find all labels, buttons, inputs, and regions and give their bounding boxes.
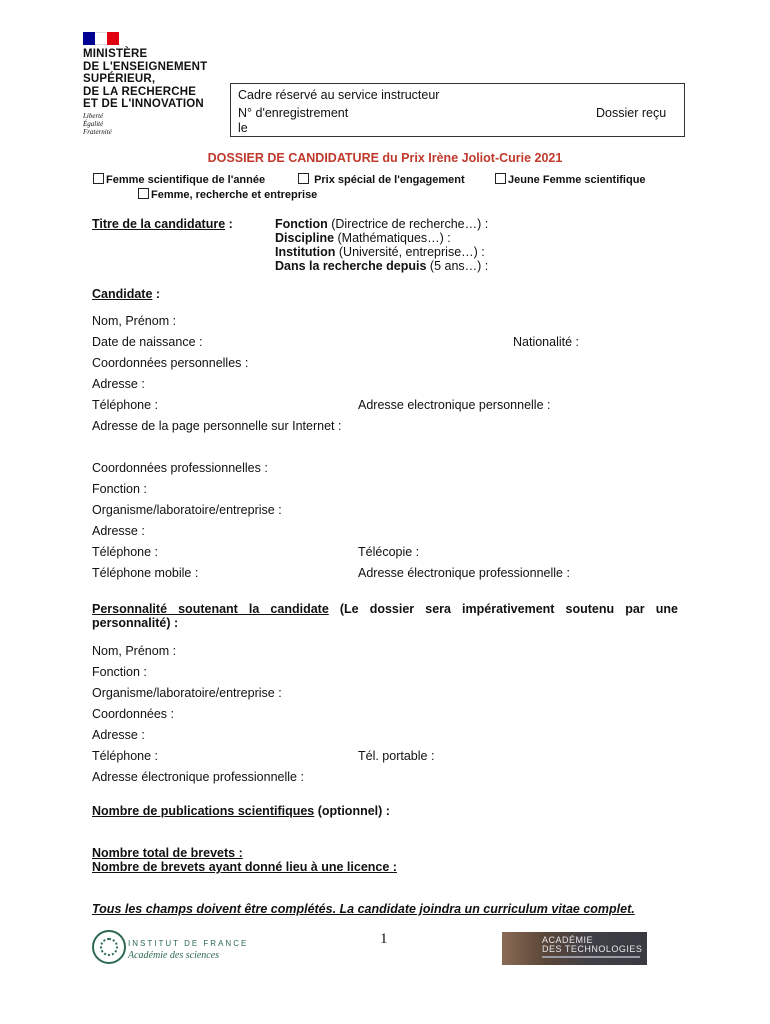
institution-label: Institution: [275, 245, 336, 259]
page-number: 1: [380, 931, 388, 947]
depuis-field: [275, 259, 488, 273]
candidate-page-perso-label: Adresse de la page personnelle sur Internet :: [92, 419, 342, 433]
ministry-line: DE LA RECHERCHE: [83, 85, 197, 98]
candidate-coord-pro-label: Coordonnées professionnelles :: [92, 461, 268, 475]
candidate-telephone-label: Téléphone :: [92, 398, 159, 412]
publications-label-text: Nombre de publications scientifiques: [92, 804, 315, 818]
motto-line: Liberté: [83, 112, 104, 120]
institut-de-france-label: INSTITUT DE FRANCE: [128, 939, 249, 948]
adt-divider: [542, 956, 640, 958]
candidate-heading: [92, 287, 160, 301]
publications-optional: (optionnel) :: [314, 804, 390, 818]
personnalite-nom-label: Nom, Prénom :: [92, 644, 177, 658]
personnalite-heading-text: Personnalité soutenant la candidate: [92, 602, 329, 616]
brevets-total-text: Nombre total de brevets: [92, 846, 236, 860]
candidate-mobile-label: Téléphone mobile :: [92, 566, 199, 580]
discipline-label: Discipline: [275, 231, 335, 245]
candidate-telecopie-label: Télécopie :: [358, 545, 420, 559]
option-jeune-femme[interactable]: [495, 173, 646, 186]
candidate-date-label: Date de naissance :: [92, 335, 203, 349]
personnalite-note: (Le dossier sera impérativement soutenu par une: [328, 602, 678, 616]
personnalite-note-continued: personnalité) :: [92, 616, 179, 630]
personnalite-telephone-label: Téléphone :: [92, 749, 159, 763]
personnalite-coordonnees-label: Coordonnées :: [92, 707, 175, 721]
candidate-adresse-label: Adresse :: [92, 377, 145, 391]
option-label: Jeune Femme scientifique: [508, 174, 646, 186]
checkbox-icon[interactable]: [298, 173, 309, 184]
brevets-total-label: [92, 846, 243, 860]
fonction-field: [275, 217, 488, 231]
brevets-licence-colon: :: [389, 860, 397, 874]
titre-label-text: Titre de la candidature: [92, 217, 226, 231]
adt-line: ACADÉMIE: [542, 935, 594, 945]
fonction-hint: (Directrice de recherche…) :: [327, 217, 489, 231]
date-le-label: le: [238, 121, 248, 135]
ministry-line: DE L'ENSEIGNEMENT: [83, 60, 208, 73]
discipline-field: [275, 231, 451, 245]
adt-line: DES TECHNOLOGIES: [542, 944, 643, 954]
candidate-email-perso-label: Adresse electronique personnelle :: [358, 398, 551, 412]
brevets-licence-text: Nombre de brevets ayant donné lieu à une licence: [92, 860, 390, 874]
depuis-label: Dans la recherche depuis: [275, 259, 427, 273]
option-label: Femme, recherche et entreprise: [151, 189, 318, 201]
brevets-licence-label: [92, 860, 397, 874]
fonction-label: Fonction: [275, 217, 328, 231]
document-title: DOSSIER DE CANDIDATURE du Prix Irène Joliot-Curie 2021: [207, 151, 563, 165]
academie-technologies-text: [542, 936, 642, 954]
option-prix-engagement[interactable]: [298, 173, 465, 186]
titre-colon: :: [225, 217, 233, 231]
motto-line: Égalité: [83, 120, 104, 128]
instructor-reserved-box: [230, 83, 685, 137]
candidate-organisme-label: Organisme/laboratoire/entreprise :: [92, 503, 282, 517]
institution-field: [275, 245, 485, 259]
registration-number-label: N° d'enregistrement: [238, 106, 349, 120]
marianne-flag-logo: [83, 32, 119, 45]
flag-red-band: [107, 32, 119, 45]
personnalite-email-label: Adresse électronique professionnelle :: [92, 770, 304, 784]
dossier-received-label: Dossier reçu: [596, 106, 667, 120]
personnalite-heading: [92, 602, 678, 616]
candidate-telephone-pro-label: Téléphone :: [92, 545, 159, 559]
personnalite-adresse-label: Adresse :: [92, 728, 145, 742]
academie-des-sciences-label: Académie des sciences: [128, 950, 220, 961]
candidate-heading-colon: :: [152, 287, 161, 301]
publications-label: [92, 804, 390, 818]
candidate-nationalite-label: Nationalité :: [513, 335, 580, 349]
candidate-fonction-label: Fonction :: [92, 482, 147, 496]
ministry-line: MINISTÈRE: [83, 48, 148, 60]
candidate-email-pro-label: Adresse électronique professionnelle :: [358, 566, 570, 580]
ministry-line: ET DE L'INNOVATION: [83, 98, 204, 110]
ministry-name: [83, 48, 207, 111]
discipline-hint: (Mathématiques…) :: [334, 231, 451, 245]
candidate-adresse-pro-label: Adresse :: [92, 524, 145, 538]
candidate-coord-perso-label: Coordonnées personnelles :: [92, 356, 249, 370]
titre-candidature-label: [92, 217, 233, 231]
checkbox-icon[interactable]: [93, 173, 104, 184]
checkbox-icon[interactable]: [138, 188, 149, 199]
institution-hint: (Université, entreprise…) :: [335, 245, 485, 259]
personnalite-fonction-label: Fonction :: [92, 665, 147, 679]
option-label: Prix spécial de l'engagement: [314, 174, 465, 186]
academie-technologies-logo: [502, 932, 647, 965]
option-label: Femme scientifique de l'année: [106, 174, 266, 186]
brevets-total-colon: :: [235, 846, 243, 860]
personnalite-portable-label: Tél. portable :: [358, 749, 435, 763]
motto-line: Fraternité: [83, 128, 112, 136]
depuis-hint: (5 ans…) :: [426, 259, 489, 273]
option-femme-annee[interactable]: [93, 173, 265, 186]
cadre-title: Cadre réservé au service instructeur: [238, 88, 440, 102]
flag-blue-band: [83, 32, 95, 45]
personnalite-organisme-label: Organisme/laboratoire/entreprise :: [92, 686, 282, 700]
flag-white-band: [95, 32, 107, 45]
checkbox-icon[interactable]: [495, 173, 506, 184]
academie-sciences-seal-icon: [92, 930, 126, 964]
option-femme-recherche[interactable]: [138, 188, 317, 201]
ministry-line: SUPÉRIEUR,: [83, 73, 156, 85]
footer-instructions: Tous les champs doivent être complétés. La candidate joindra un curriculum vitae complet.: [92, 902, 635, 916]
republic-motto: [83, 112, 112, 136]
candidate-nom-label: Nom, Prénom :: [92, 314, 177, 328]
candidate-heading-text: Candidate: [92, 287, 153, 301]
